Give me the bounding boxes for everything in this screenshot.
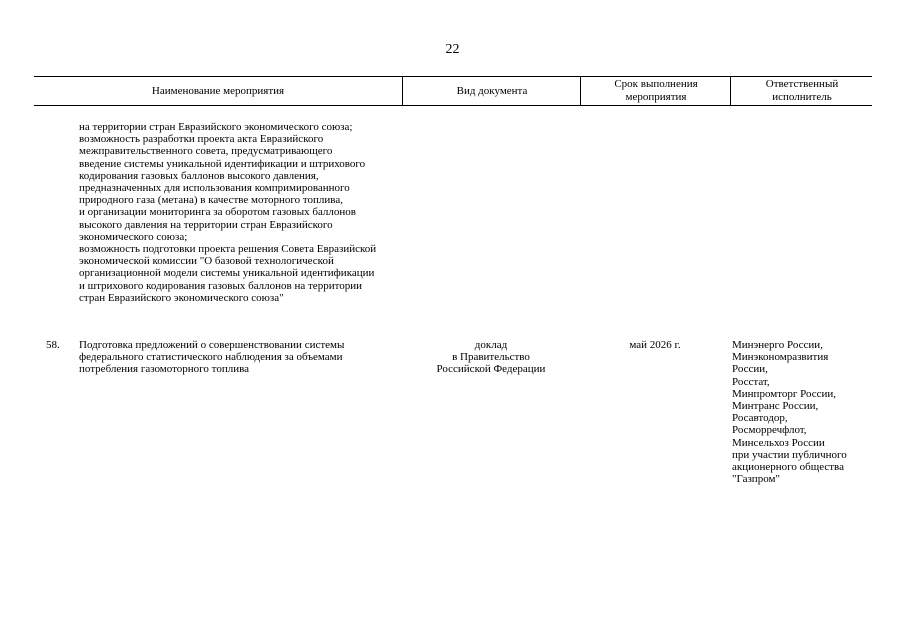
measures-table (34, 76, 872, 486)
row-58-doc-type: доклад в Правительство Российской Федерации (436, 339, 546, 376)
header-responsible (730, 77, 873, 105)
header-responsible-label: Ответственный исполнитель (765, 78, 839, 103)
row-58-name: Подготовка предложений о совершенствовании системы федерального статистического наблюдения за объемами потребления газомоторного топлива (79, 339, 345, 376)
page-number: 22 (445, 42, 460, 57)
header-deadline-label: Срок выполнения мероприятия (614, 78, 698, 103)
continuation-text: на территории стран Евразийского экономического союза; возможность разработки проекта акта Евразийского межправительственного совета, предусматривающего введение системы уникальной идентификации и штрихового кодирования газовых баллонов высокого давления, предназначенных для использования компримированного природного газа (метана) в качестве моторного топлива, и организации мониторинга за оборотом газовых баллонов высокого давления на территории стран Евразийского экономического союза; возможность подготовки проекта решения Совета Евразийской экономической комиссии "О базовой технологической организационной модели системы уникальной идентификации и штрихового кодирования газовых баллонов на территории стран Евразийского экономического союза" (79, 121, 377, 304)
header-deadline (580, 77, 731, 105)
header-name-label: Наименование мероприятия (151, 84, 285, 97)
header-name (34, 77, 402, 105)
header-doc-type-label: Вид документа (456, 84, 528, 97)
row-58-number: 58. (46, 339, 60, 351)
row-58-responsible: Минэнерго России, Минэкономразвития России, Росстат, Минпромторг России, Минтранс России, Росавтодор, Росморречфлот, Минсельхоз России при участии публичного акционерного общества "Газпром" (732, 339, 847, 486)
header-doc-type (402, 77, 581, 105)
row-58-deadline: май 2026 г. (629, 339, 681, 351)
table-header (34, 76, 872, 106)
